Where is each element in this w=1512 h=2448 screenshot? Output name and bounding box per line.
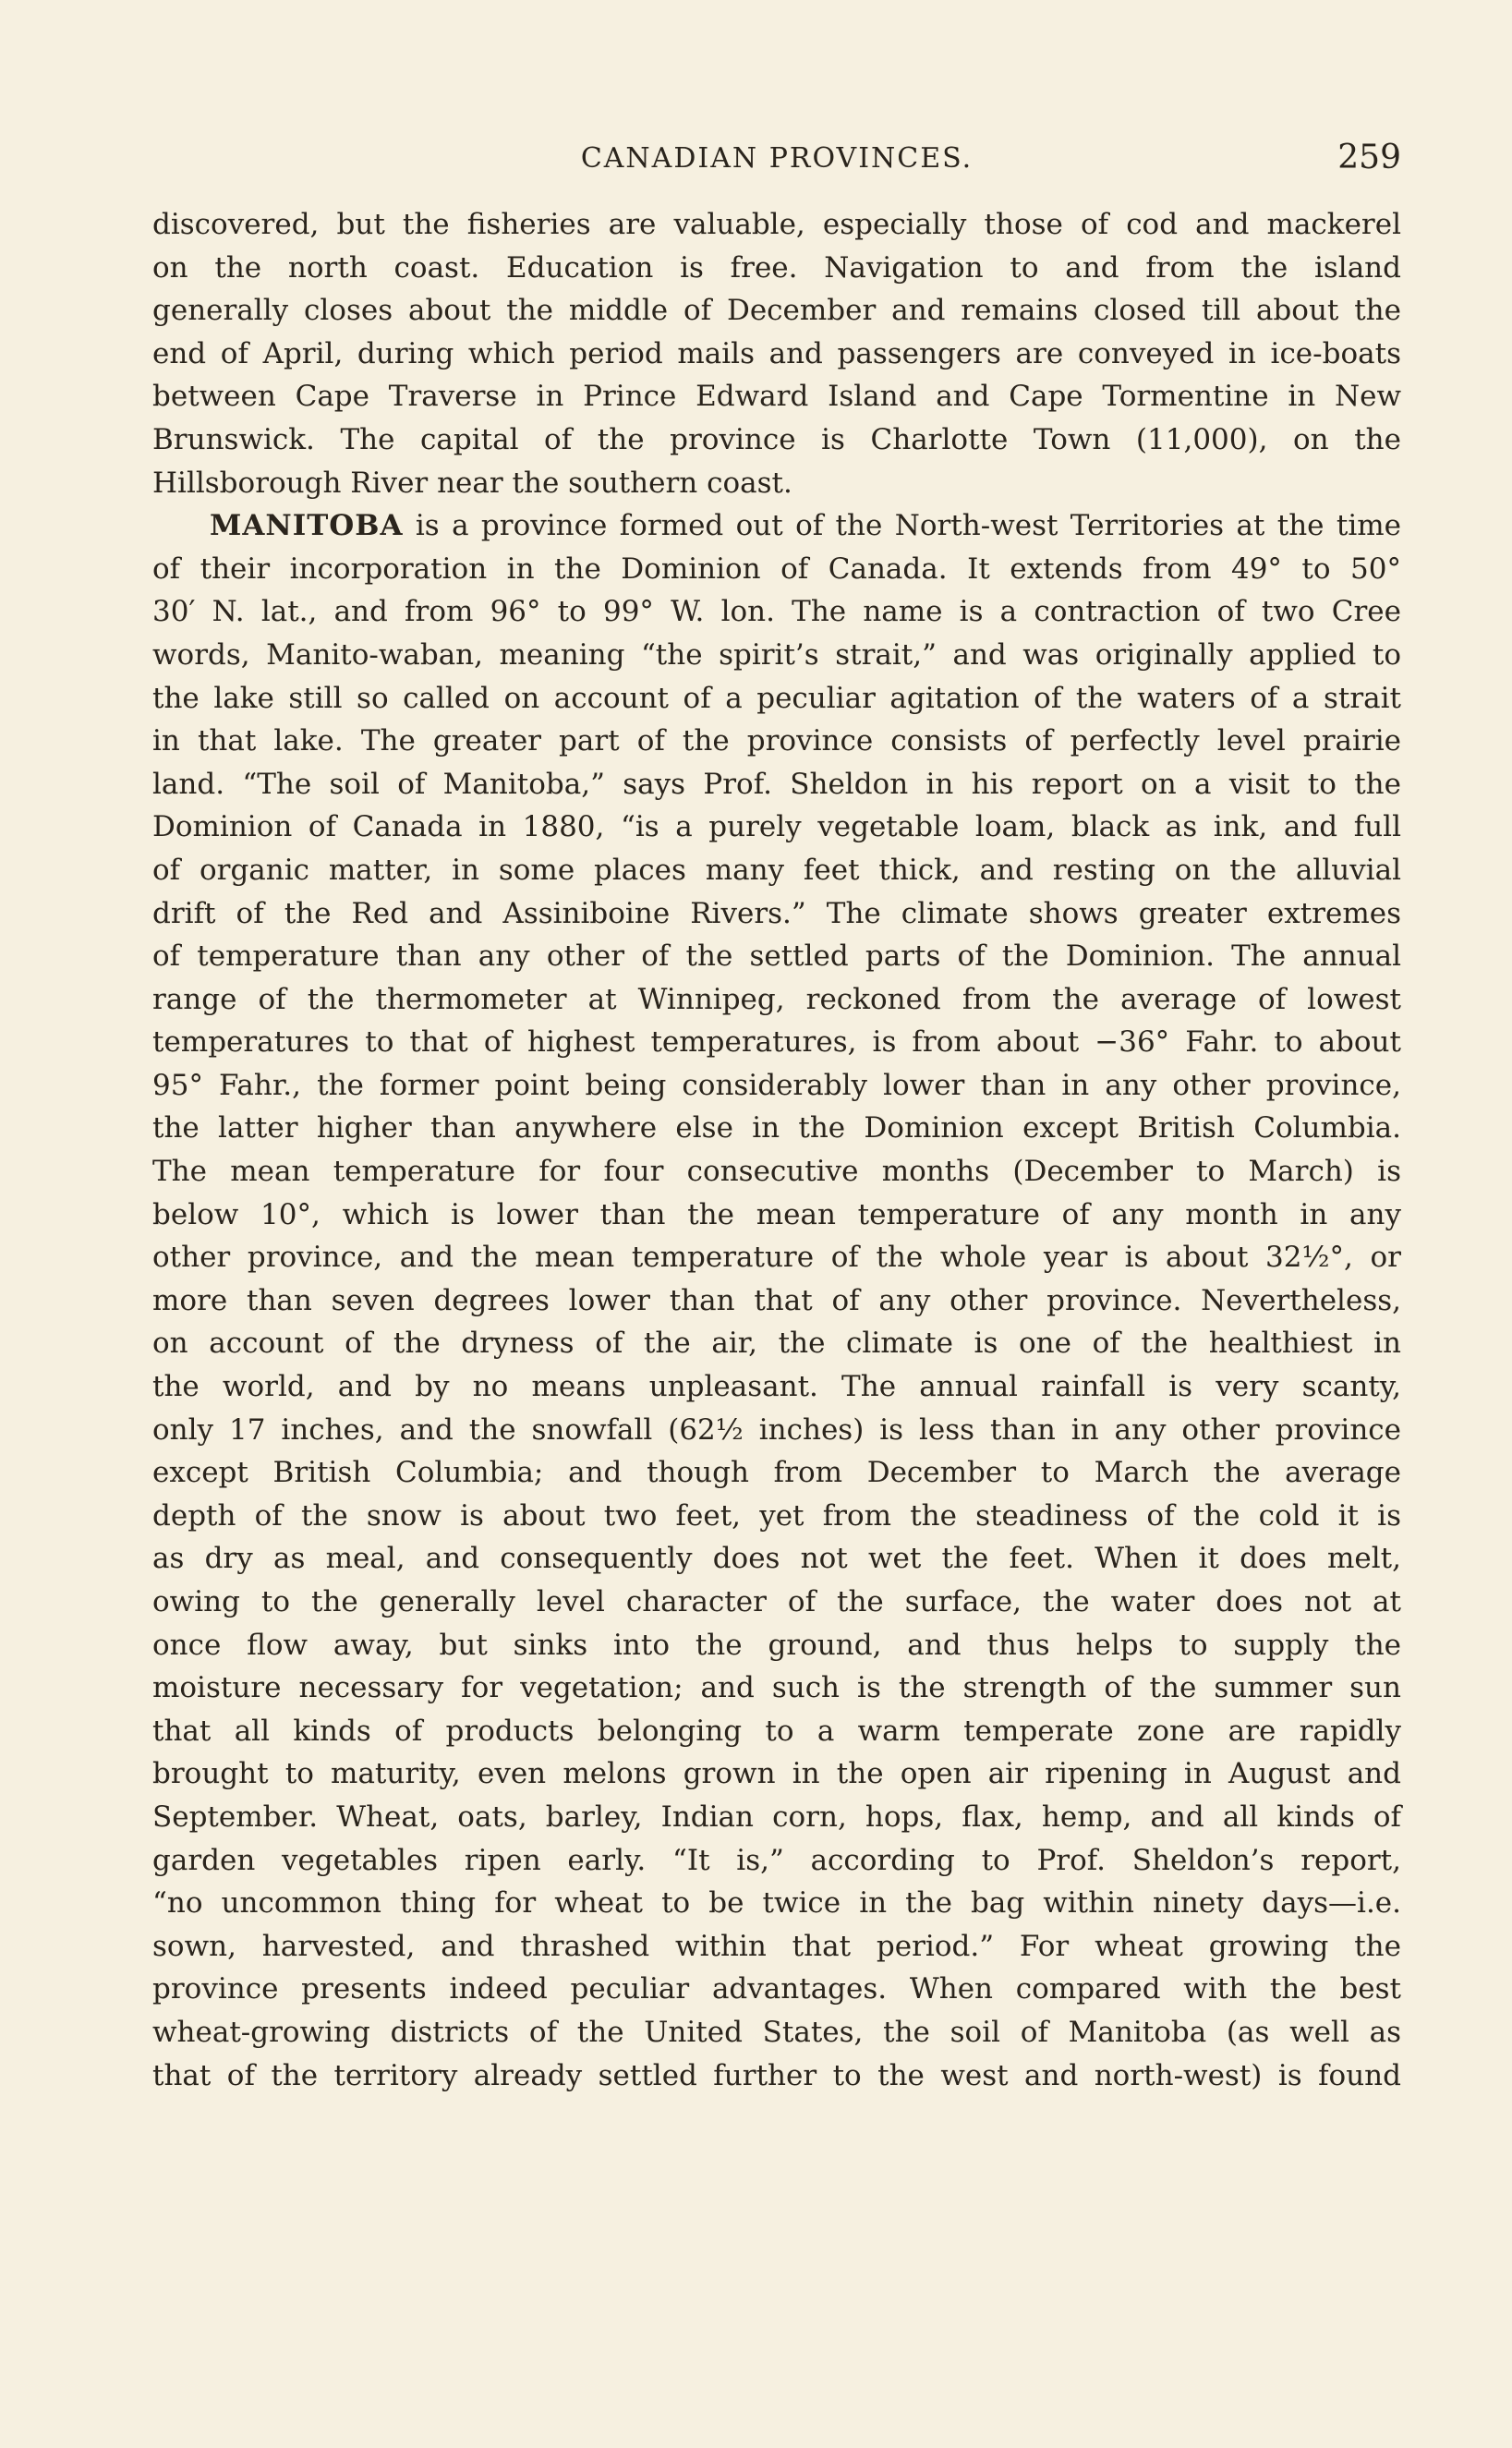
text-line: 30′ N. lat., and from 96° to 99° W. lon. The name is a contraction of two Cree xyxy=(152,595,1401,629)
text-line-with-lead xyxy=(152,504,1401,548)
text-line: garden vegetables ripen early. “It is,” according to Prof. Sheldon’s report, xyxy=(152,1843,1401,1877)
text-line: Dominion of Canada in 1880, “is a purely vegetable loam, black as ink, and full xyxy=(152,810,1401,844)
text-line: sown, harvested, and thrashed within that period.” For wheat growing the xyxy=(152,1929,1401,1963)
text-line: once flow away, but sinks into the ground, and thus helps to supply the xyxy=(152,1628,1401,1662)
text-line: “no uncommon thing for wheat to be twice in the bag within ninety days—i.e. xyxy=(152,1886,1401,1921)
text-line: Brunswick. The capital of the province is Charlotte Town (11,000), on the xyxy=(152,422,1401,456)
text-line: words, Manito-waban, meaning “the spirit’s strait,” and was originally applied to xyxy=(152,637,1401,672)
text-line: only 17 inches, and the snowfall (62½ inches) is less than in any other province xyxy=(152,1412,1401,1447)
text-line: the latter higher than anywhere else in the Dominion except British Columbia. xyxy=(152,1111,1401,1145)
text-line: drift of the Red and Assiniboine Rivers.” The climate shows greater extremes xyxy=(152,896,1401,930)
text-line: September. Wheat, oats, barley, Indian corn, hops, flax, hemp, and all kinds of xyxy=(152,1800,1401,1834)
text-line: temperatures to that of highest temperatures, is from about −36° Fahr. to about xyxy=(152,1025,1401,1060)
text-line: in that lake. The greater part of the province consists of perfectly level prairie xyxy=(152,724,1401,758)
text-line: land. “The soil of Manitoba,” says Prof. Sheldon in his report on a visit to the xyxy=(152,767,1401,801)
text-line: of organic matter, in some places many feet thick, and resting on the alluvial xyxy=(152,853,1401,887)
text-line: moisture necessary for vegetation; and such is the strength of the summer sun xyxy=(152,1671,1401,1705)
body-text xyxy=(152,203,1401,2097)
text-line: of temperature than any other of the settled parts of the Dominion. The annual xyxy=(152,939,1401,974)
text-line: province presents indeed peculiar advantages. When compared with the best xyxy=(152,1972,1401,2006)
text-line: except British Columbia; and though from December to March the average xyxy=(152,1456,1401,1490)
text-line: depth of the snow is about two feet, yet from the steadiness of the cold it is xyxy=(152,1498,1401,1533)
text-line: generally closes about the middle of December and remains closed till about the xyxy=(152,294,1401,328)
text-line: on the north coast. Education is free. Navigation to and from the island xyxy=(152,250,1401,285)
text-line: wheat-growing districts of the United States, the soil of Manitoba (as well as xyxy=(152,2015,1401,2049)
text-line: Hillsborough River near the southern coast. xyxy=(152,466,792,500)
page-number: 259 xyxy=(1337,139,1401,176)
text-line: 95° Fahr., the former point being considerably lower than in any other province, xyxy=(152,1068,1401,1102)
running-title: CANADIAN PROVINCES. xyxy=(580,142,974,175)
text-line: more than seven degrees lower than that of any other province. Nevertheless, xyxy=(152,1283,1401,1317)
text-line: of their incorporation in the Dominion of Canada. It extends from 49° to 50° xyxy=(152,551,1401,586)
text-line: discovered, but the fisheries are valuable, especially those of cod and mackerel xyxy=(152,208,1401,241)
text-line: the lake still so called on account of a peculiar agitation of the waters of a strait xyxy=(152,681,1401,715)
text-line: as dry as meal, and consequently does not wet the feet. When it does melt, xyxy=(152,1542,1401,1576)
text-line: between Cape Traverse in Prince Edward Island and Cape Tormentine in New xyxy=(152,380,1401,414)
text-line: on account of the dryness of the air, the climate is one of the healthiest in xyxy=(152,1327,1401,1361)
text-line: brought to maturity, even melons grown in the open air ripening in August and xyxy=(152,1757,1401,1791)
text-line: that all kinds of products belonging to a warm temperate zone are rapidly xyxy=(152,1714,1401,1748)
text-line: below 10°, which is lower than the mean temperature of any month in any xyxy=(152,1197,1401,1231)
running-head xyxy=(152,139,1401,185)
text-line: The mean temperature for four consecutive months (December to March) is xyxy=(152,1155,1401,1189)
text-line: that of the territory already settled further to the west and north-west) is found xyxy=(152,2058,1401,2092)
text-line-rest: is a province formed out of the North-west Territories at the time xyxy=(403,509,1401,543)
text-line: other province, and the mean temperature of the whole year is about 32½°, or xyxy=(152,1241,1401,1275)
section-lead-manitoba: MANITOBA xyxy=(210,509,404,543)
text-line: the world, and by no means unpleasant. The annual rainfall is very scanty, xyxy=(152,1370,1401,1404)
text-line: owing to the generally level character of the surface, the water does not at xyxy=(152,1585,1401,1618)
text-line: range of the thermometer at Winnipeg, reckoned from the average of lowest xyxy=(152,982,1401,1016)
text-line: end of April, during which period mails and passengers are conveyed in ice-boats xyxy=(152,336,1401,370)
